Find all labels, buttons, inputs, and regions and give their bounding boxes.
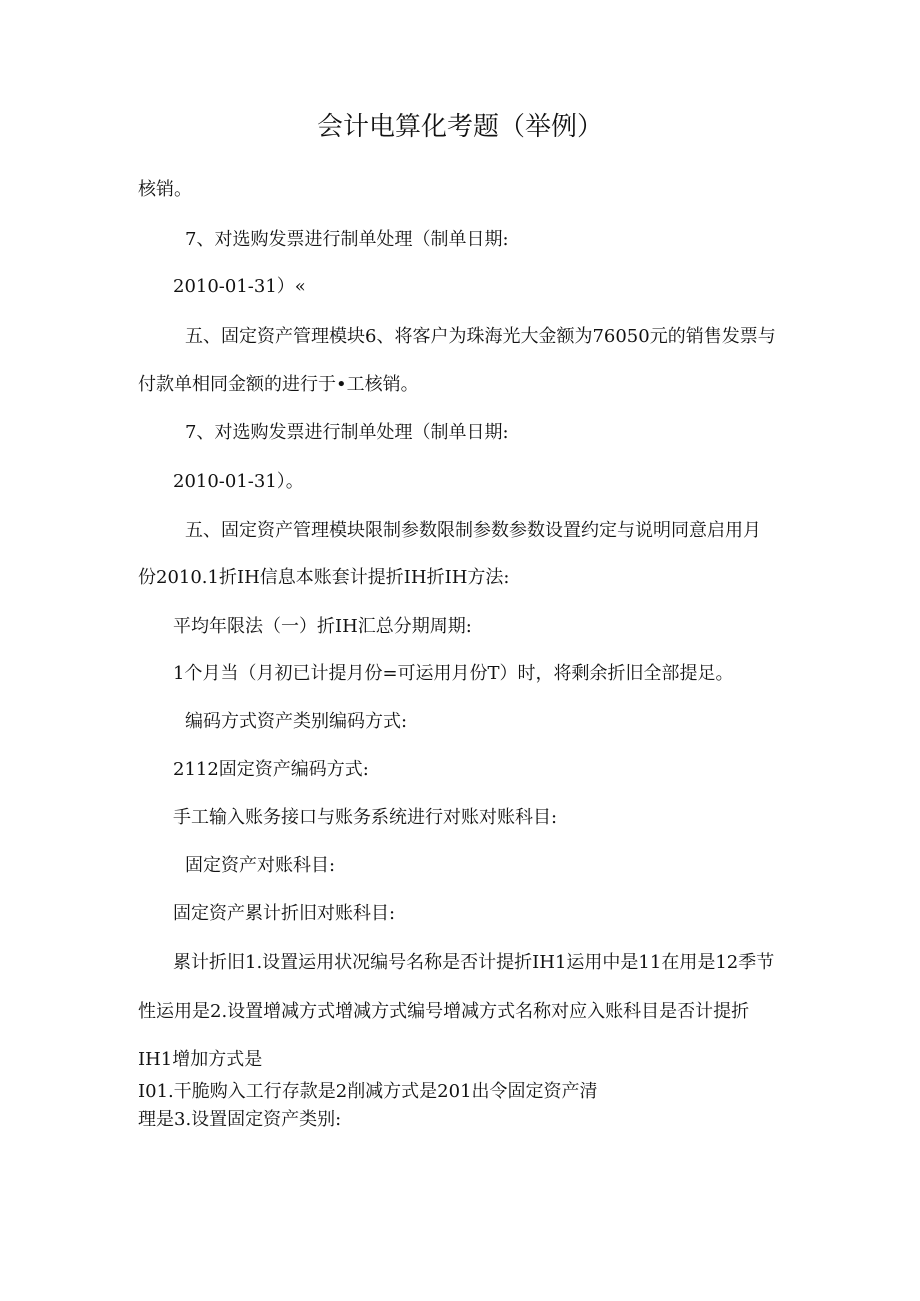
paragraph-line: IH1增加方式是 xyxy=(138,1049,263,1070)
paragraph-line: 理是3.设置固定资产类别: xyxy=(138,1109,342,1130)
paragraph-line: 固定资产累计折旧对账科目: xyxy=(173,903,396,924)
paragraph-line: 份2010.1折IH信息本账套计提折IH折IH方法: xyxy=(138,567,510,588)
paragraph-line: 2010-01-31）。 xyxy=(173,471,304,492)
paragraph-line: 手工输入账务接口与账务系统进行对账对账科目: xyxy=(173,807,558,828)
paragraph-line: 1个月当（月初已计提月份=可运用月份T）时，将剩余折旧全部提足。 xyxy=(173,663,734,684)
paragraph-line: 2112固定资产编码方式: xyxy=(173,759,369,780)
paragraph-line: 累计折旧1.设置运用状况编号名称是否计提折IH1运用中是11在用是12季节 xyxy=(173,952,775,973)
page-title: 会计电算化考题（举例） xyxy=(316,112,603,142)
paragraph-line: 性运用是2.设置增减方式增减方式编号增减方式名称对应入账科目是否计提折 xyxy=(138,1001,750,1022)
paragraph-line: 五、固定资产管理模块6、将客户为珠海光大金额为76050元的销售发票与 xyxy=(185,326,776,347)
paragraph-line: 核销。 xyxy=(138,179,192,200)
paragraph-line: 7、对选购发票进行制单处理（制单日期: xyxy=(185,422,509,443)
paragraph-line: 固定资产对账科目: xyxy=(185,855,336,876)
paragraph-line: 五、固定资产管理模块限制参数限制参数参数设置约定与说明同意启用月 xyxy=(185,520,761,541)
paragraph-line: 付款单相同金额的进行于•工核销。 xyxy=(138,374,419,395)
paragraph-line: 平均年限法（一）折IH汇总分期周期: xyxy=(173,616,472,637)
paragraph-line: 2010-01-31）« xyxy=(173,276,306,297)
paragraph-line: I01.干脆购入工行存款是2削减方式是201出令固定资产清 xyxy=(138,1081,598,1102)
paragraph-line: 编码方式资产类别编码方式: xyxy=(185,711,408,732)
paragraph-line: 7、对选购发票进行制单处理（制单日期: xyxy=(185,229,509,250)
